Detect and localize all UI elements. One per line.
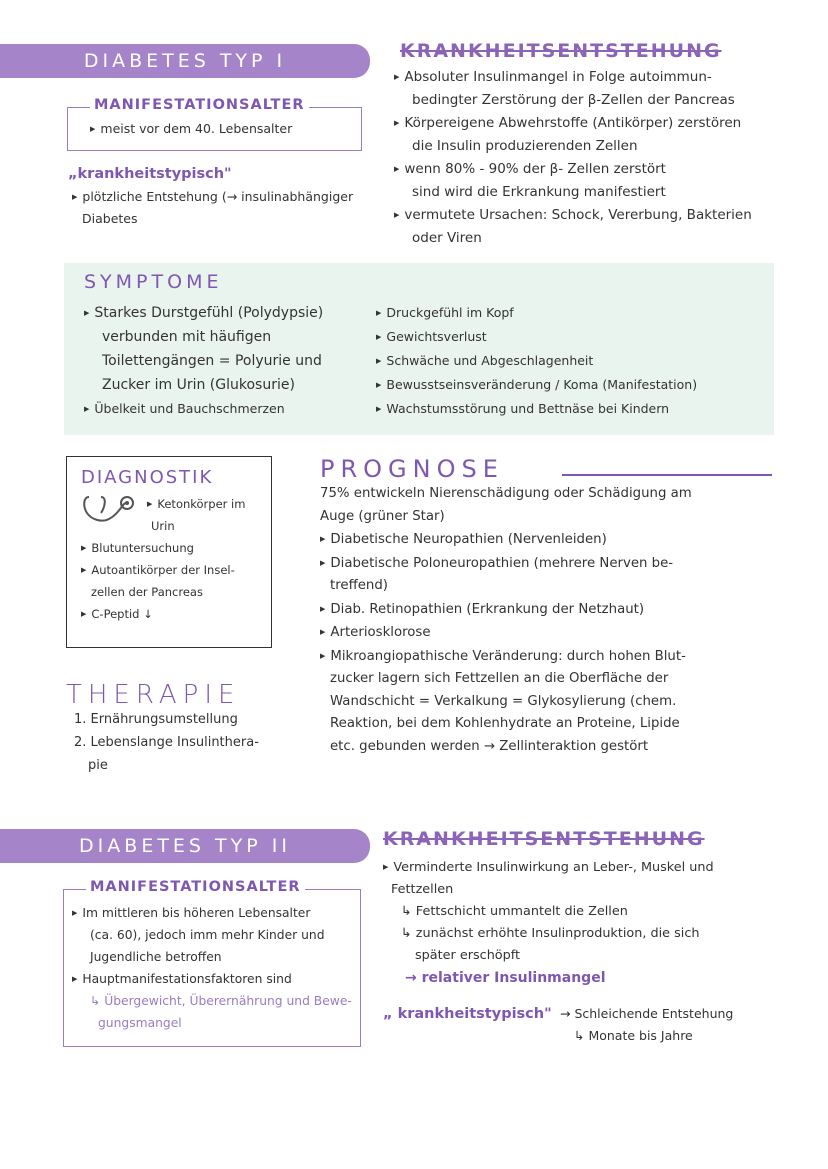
type1-manifestation-item: ▶ meist vor dem 40. Lebensalter [90, 121, 292, 136]
prognose-underline [562, 474, 772, 476]
therapie-list: 1. Ernährungsumstellung 2. Lebenslange Insulinthera- pie [74, 712, 259, 773]
type1-banner: DIABETES TYP I [0, 44, 370, 78]
type2-entstehung-title: KRANKHEITSENTSTEHUNG [383, 828, 705, 850]
symptome-box [64, 263, 774, 435]
type2-manifestation-title: MANIFESTATIONSALTER [86, 879, 305, 895]
type1-typisch-text: ▶ plötzliche Entstehung (→ insulinabhängiger Diabetes [72, 186, 382, 230]
symptome-left-list: ▶ Starkes Durstgefühl (Polydypsie) verbunden mit häufigen Toilettengängen = Polyurie und Zucker im Urin (Glukosurie) ▶ Übelkeit und Bauchschmerzen [84, 301, 374, 421]
symptome-title: SYMPTOME [84, 271, 223, 293]
prognose-title: PROGNOSE [320, 455, 504, 483]
type1-manifestation-box [67, 97, 362, 151]
type2-typisch-title: „ krankheitstypisch" [383, 1006, 552, 1022]
symptome-right-list: ▶ Druckgefühl im Kopf ▶ Gewichtsverlust ▶ Schwäche und Abgeschlagenheit ▶ Bewusstseinsveränderung / Koma (Manifestation) ▶ Wachstumsstörung und Bettnäse bei Kindern [376, 301, 771, 421]
prognose-text: 75% entwickeln Nierenschädigung oder Schädigung am Auge (grüner Star) ▶ Diabetische Neuropathien (Nervenleiden) ▶ Diabetische Poloneuropathien (mehrere Nerven be- treffend) ▶ Diab. Retinopathien (Erkrankung der Netzhaut) ▶ Arteriosklorose ▶ Mikroangiopathische Veränderung: durch hohen Blut- zucker lagern sich Fettzellen an die Oberfläche der Wandschicht = Verkalkung = Glykosylierung (chem. Reaktion, bei dem Kohlenhydrate an Proteine, Lipide etc. gebunden werden → Zellinteraktion gestört [320, 483, 790, 758]
type2-banner: DIABETES TYP II [0, 829, 370, 863]
type1-manifestation-title: MANIFESTATIONSALTER [90, 97, 309, 113]
type1-entstehung-title: KRANKHEITSENTSTEHUNG [400, 40, 722, 62]
therapie-title: THERAPIE [66, 680, 241, 710]
type2-manifestation-box: MANIFESTATIONSALTER ▶ Im mittleren bis höheren Lebensalter (ca. 60), jedoch imm mehr Kinder und Jugendliche betroffen ▶ Hauptmanifestationsfaktoren sind ↳ Übergewicht, Überernährung und Bewe- gungsmangel [63, 889, 361, 1047]
diagnostik-box: DIAGNOSTIK ▶ Ketonkörper im Urin ▶ Blutuntersuchung ▶ Autoantikörper der Insel- zellen der Pancreas ▶ C-Peptid ↓ [66, 456, 272, 648]
type2-typisch-text: → Schleichende Entstehung ↳ Monate bis Jahre [560, 1006, 734, 1043]
type2-entstehung-text: ▶ Verminderte Insulinwirkung an Leber-, Muskel und Fettzellen ↳ Fettschicht ummantelt die Zellen ↳ zunächst erhöhte Insulinproduktion, die sich später erschöpft → relativer Insulinmangel [383, 856, 803, 989]
type1-typisch-title: „krankheitstypisch" [68, 166, 232, 182]
diagnostik-title: DIAGNOSTIK [81, 467, 214, 488]
stethoscope-icon [79, 493, 137, 533]
type1-entstehung-text: ▶ Absoluter Insulinmangel in Folge autoimmun- bedingter Zerstörung der β-Zellen der Pancreas ▶ Körpereigene Abwehrstoffe (Antikörper) zerstören die Insulin produzierenden Zellen ▶ wenn 80% - 90% der β- Zellen zerstört sind wird die Erkrankung manifestiert ▶ vermutete Ursachen: Schock, Vererbung, Bakterien oder Viren [394, 66, 814, 250]
